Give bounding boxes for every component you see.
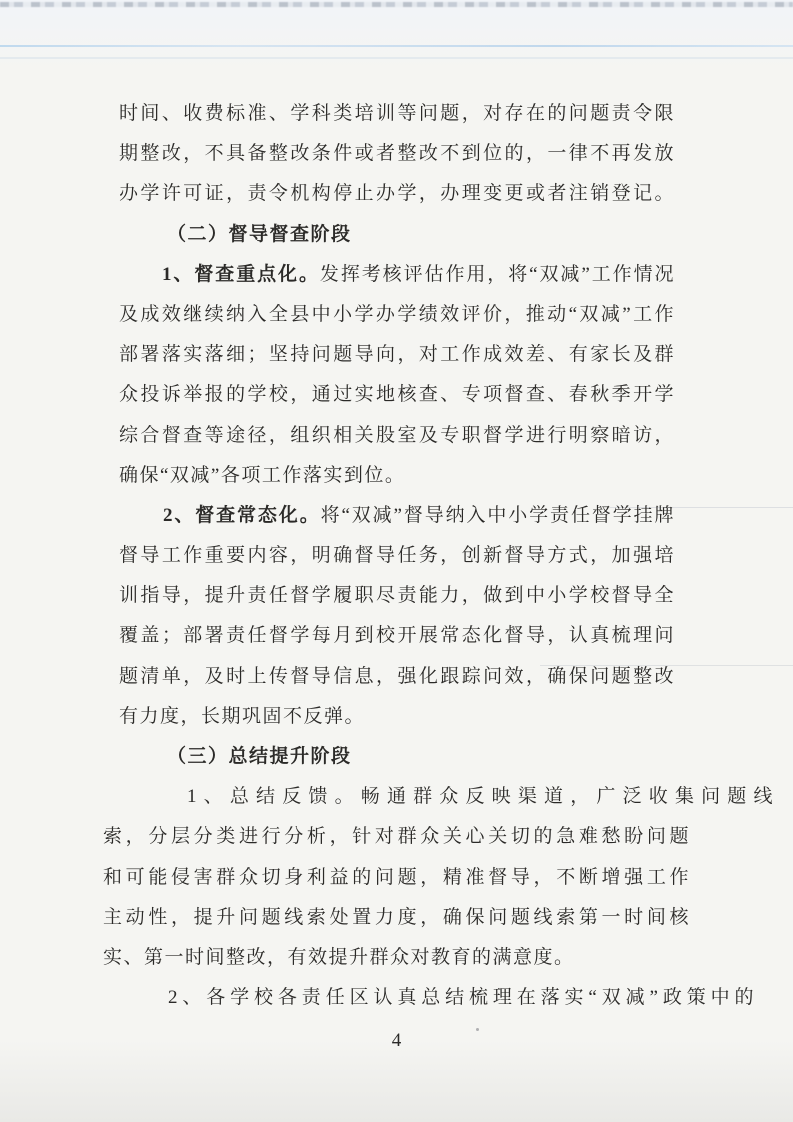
bold-text-segment: 1、督查重点化。	[162, 263, 320, 285]
text-line	[103, 817, 690, 857]
text-line	[119, 496, 675, 536]
text-segment: 实、第一时间整改，有效提升群众对教育的满意度。	[103, 946, 575, 968]
text-line	[103, 858, 690, 898]
text-segment: 督导工作重要内容，明确督导任务，创新督导方式，加强培	[119, 545, 675, 567]
text-line	[119, 375, 675, 415]
text-line	[119, 616, 675, 656]
text-segment: 及成效继续纳入全县中小学办学绩效评价，推动“双减”工作	[119, 303, 675, 325]
bold-text-segment: 2、督查常态化。	[163, 504, 321, 526]
text-segment: 将“双减”督导纳入中小学责任督学挂牌	[320, 504, 675, 526]
text-line	[119, 416, 675, 456]
text-segment: 期整改，不具备整改条件或者整改不到位的，一律不再发放	[119, 143, 675, 165]
text-segment: 确保“双减”各项工作落实到位。	[119, 464, 406, 486]
page-number: 4	[391, 1030, 402, 1051]
text-line	[119, 456, 675, 496]
text-line	[103, 898, 690, 938]
text-segment: 时间、收费标准、学科类培训等问题，对存在的问题责令限	[119, 103, 675, 124]
text-segment: 综合督查等途径，组织相关股室及专职督学进行明察暗访，	[119, 424, 675, 446]
text-segment: 索，分层分类进行分析，针对群众关心关切的急难愁盼问题	[103, 826, 690, 848]
bold-text-segment: （二）督导督查阶段	[167, 223, 352, 245]
scan-artifact-blue-line	[0, 45, 793, 47]
document-body	[103, 94, 774, 1018]
text-line	[119, 255, 675, 295]
text-segment: 题清单，及时上传督导信息，强化跟踪问效，确保问题整改	[119, 665, 675, 687]
scan-artifact-faint-blue-line	[0, 57, 793, 59]
text-segment: 有力度，长期巩固不反弹。	[119, 705, 366, 727]
text-segment: 办学许可证，责令机构停止办学，办理变更或者注销登记。	[119, 183, 675, 205]
text-segment: 部署落实落细；坚持问题导向，对工作成效差、有家长及群	[119, 344, 675, 366]
text-line	[119, 536, 675, 576]
text-line	[119, 94, 675, 134]
text-line	[119, 576, 675, 616]
text-segment: 训指导，提升责任督学履职尽责能力，做到中小学校督导全	[119, 585, 675, 607]
text-segment: 2、各学校各责任区认真总结梳理在落实“双减”政策中的	[168, 987, 755, 1009]
text-line	[119, 657, 675, 697]
bold-text-segment: （三）总结提升阶段	[167, 746, 352, 767]
text-segment: 覆盖；部署责任督学每月到校开展常态化督导，认真梳理问	[119, 625, 675, 647]
text-line	[119, 215, 675, 255]
text-segment: 主动性，提升问题线索处置力度，确保问题线索第一时间核	[103, 906, 690, 928]
text-line	[119, 335, 675, 375]
text-segment: 1、总结反馈。畅通群众反映渠道，广泛收集问题线	[187, 786, 774, 808]
text-segment: 和可能侵害群众切身利益的问题，精准督导，不断增强工作	[103, 866, 690, 888]
text-segment: 发挥考核评估作用，将“双减”工作情况	[319, 263, 675, 285]
text-segment: 众投诉举报的学校，通过实地核查、专项督查、春秋季开学	[119, 384, 675, 406]
scan-artifact-top-band	[0, 2, 793, 7]
text-line	[119, 737, 675, 777]
text-line	[103, 777, 774, 817]
text-line	[119, 295, 675, 335]
text-line	[103, 938, 690, 978]
text-line	[103, 978, 755, 1018]
text-line	[119, 697, 675, 737]
text-line	[119, 174, 675, 214]
text-line	[119, 134, 675, 174]
